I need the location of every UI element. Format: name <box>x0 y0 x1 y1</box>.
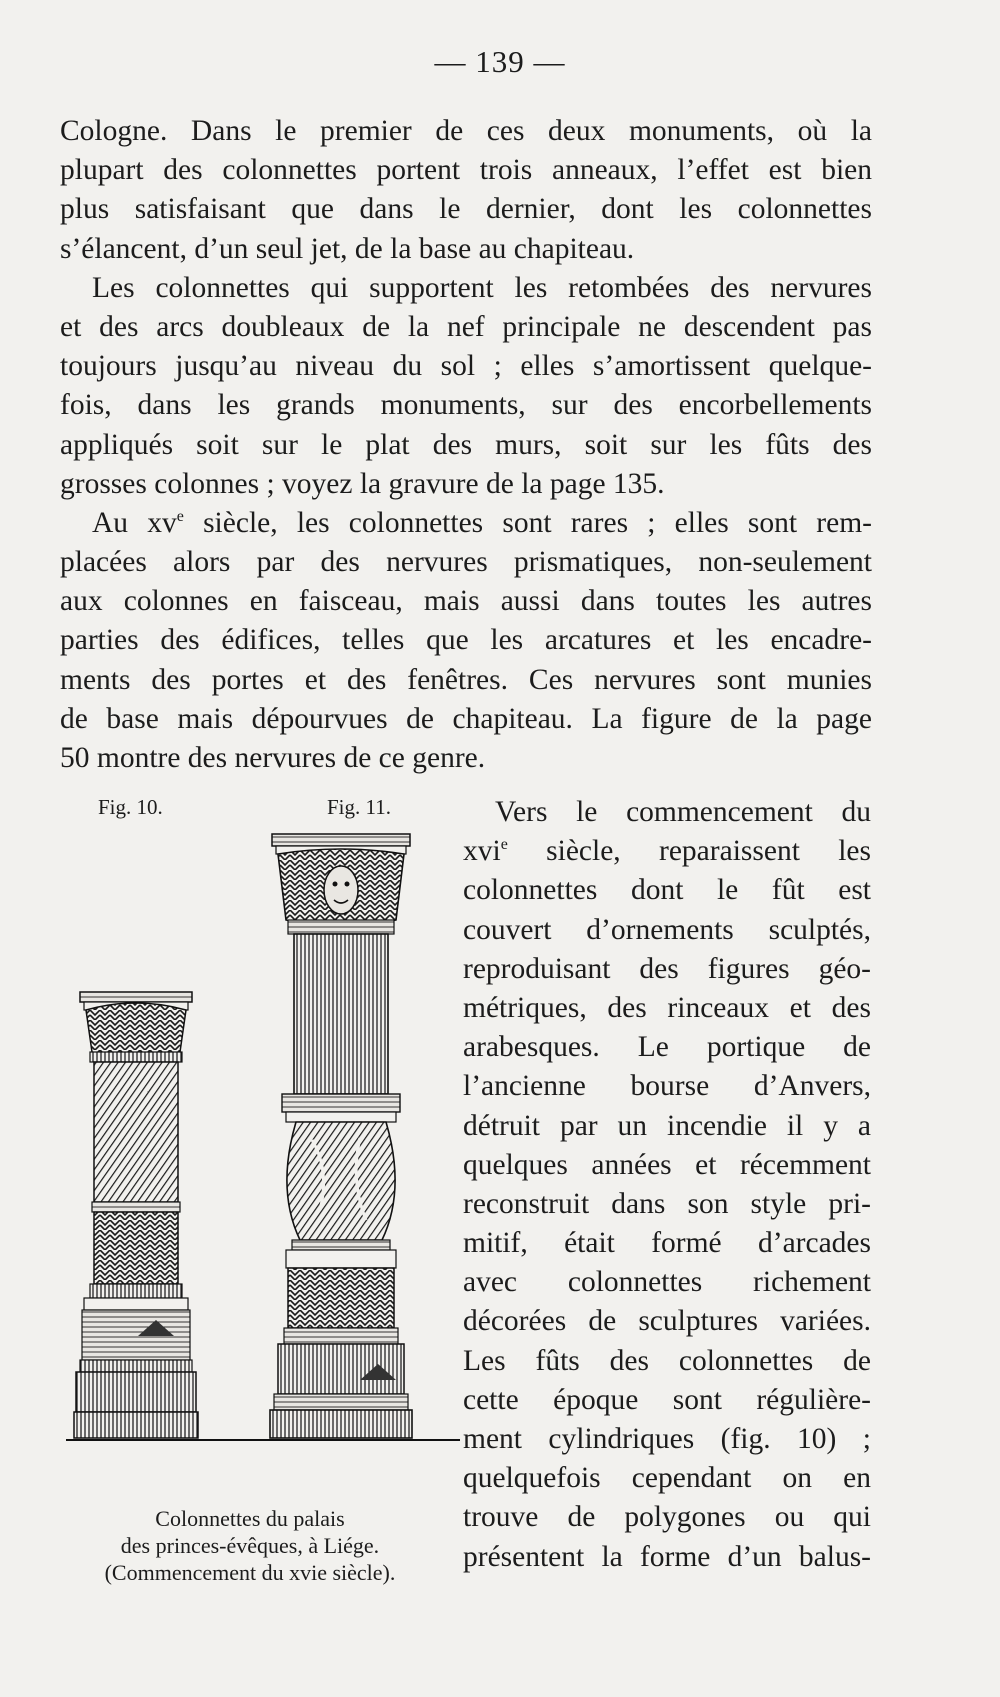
right-column-line: trouve de polygones ou qui <box>463 1501 871 1534</box>
text-line: Au $xv^e$ siècle, les colonnettes sont rares ; elles sont rem- <box>92 506 872 539</box>
text-line: placées alors par des nervures prismatiques, non-seulement <box>60 546 872 579</box>
right-column-line: reconstruit dans son style pri- <box>463 1187 871 1220</box>
colonnettes-illustration <box>60 820 460 1500</box>
figure-caption <box>70 1505 430 1586</box>
figure-11-column <box>270 834 412 1438</box>
right-column-line: quelques années et récemment <box>463 1148 871 1181</box>
text-line: ments des portes et des fenêtres. Ces nervures sont munies <box>60 663 872 696</box>
main-paragraphs <box>60 112 872 778</box>
page-number: — 139 — <box>434 44 566 79</box>
text-line: Cologne. Dans le premier de ces deux monuments, où la <box>60 115 872 147</box>
right-column-line: xvi$^e$ siècle, reparaissent les <box>463 835 871 868</box>
text-line: aux colonnes en faisceau, mais aussi dans toutes les autres <box>60 585 872 618</box>
right-column-line: avec colonnettes richement <box>463 1266 871 1299</box>
right-column-line: mitif, était formé d’arcades <box>463 1227 871 1260</box>
text-line: toujours jusqu’au niveau du sol ; elles s’amortissent quelque- <box>60 350 872 383</box>
right-column-line: colonnettes dont le fût est <box>463 874 871 907</box>
caption-line: (Commencement du xvie siècle). <box>104 1560 396 1585</box>
right-column-line: cette époque sont régulière- <box>463 1383 871 1416</box>
right-column-line: métriques, des rinceaux et des <box>463 991 871 1024</box>
right-column-line: quelquefois cependant on en <box>463 1462 871 1495</box>
text-line: 50 montre des nervures de ce genre. <box>60 742 486 774</box>
right-column-line: détruit par un incendie il y a <box>463 1109 871 1142</box>
text-line: Les colonnettes qui supportent les retombées des nervures <box>92 271 872 304</box>
figure-10-column <box>74 992 198 1438</box>
right-column-line: ment cylindriques (fig. 10) ; <box>463 1423 871 1455</box>
text-line: appliqués soit sur le plat des murs, soit sur les fûts des <box>60 428 872 461</box>
text-line: parties des édifices, telles que les arcatures et les encadre- <box>60 624 872 657</box>
text-line: plupart des colonnettes portent trois anneaux, l’effet est bien <box>60 154 872 187</box>
text-line: s’élancent, d’un seul jet, de la base au chapiteau. <box>60 232 635 265</box>
text-line: fois, dans les grands monuments, sur des encorbellements <box>60 389 872 422</box>
caption-line: des princes-évêques, à Liége. <box>120 1533 380 1558</box>
caption-line: Colonnettes du palais <box>155 1506 345 1531</box>
figure-10-label: Fig. 10. <box>98 795 163 819</box>
right-column-line: Les fûts des colonnettes de <box>463 1344 871 1377</box>
right-column-line: Vers le commencement du <box>495 796 871 828</box>
right-column-line: décorées de sculptures variées. <box>463 1305 871 1338</box>
right-column-text <box>463 793 871 1577</box>
right-column-line: couvert d’ornements sculptés, <box>463 913 871 946</box>
right-column-line: reproduisant des figures géo- <box>463 952 871 985</box>
right-column-line: arabesques. Le portique de <box>463 1031 871 1064</box>
right-column-line: présentent la forme d’un balus- <box>463 1540 871 1573</box>
figure-11-label: Fig. 11. <box>327 795 391 819</box>
text-line: et des arcs doubleaux de la nef principale ne descendent pas <box>60 310 872 343</box>
right-column-line: l’ancienne bourse d’Anvers, <box>463 1070 871 1103</box>
text-line: grosses colonnes ; voyez la gravure de la page 135. <box>60 467 665 500</box>
text-line: plus satisfaisant que dans le dernier, dont les colonnettes <box>60 193 872 226</box>
text-line: de base mais dépourvues de chapiteau. La figure de la page <box>60 702 872 735</box>
